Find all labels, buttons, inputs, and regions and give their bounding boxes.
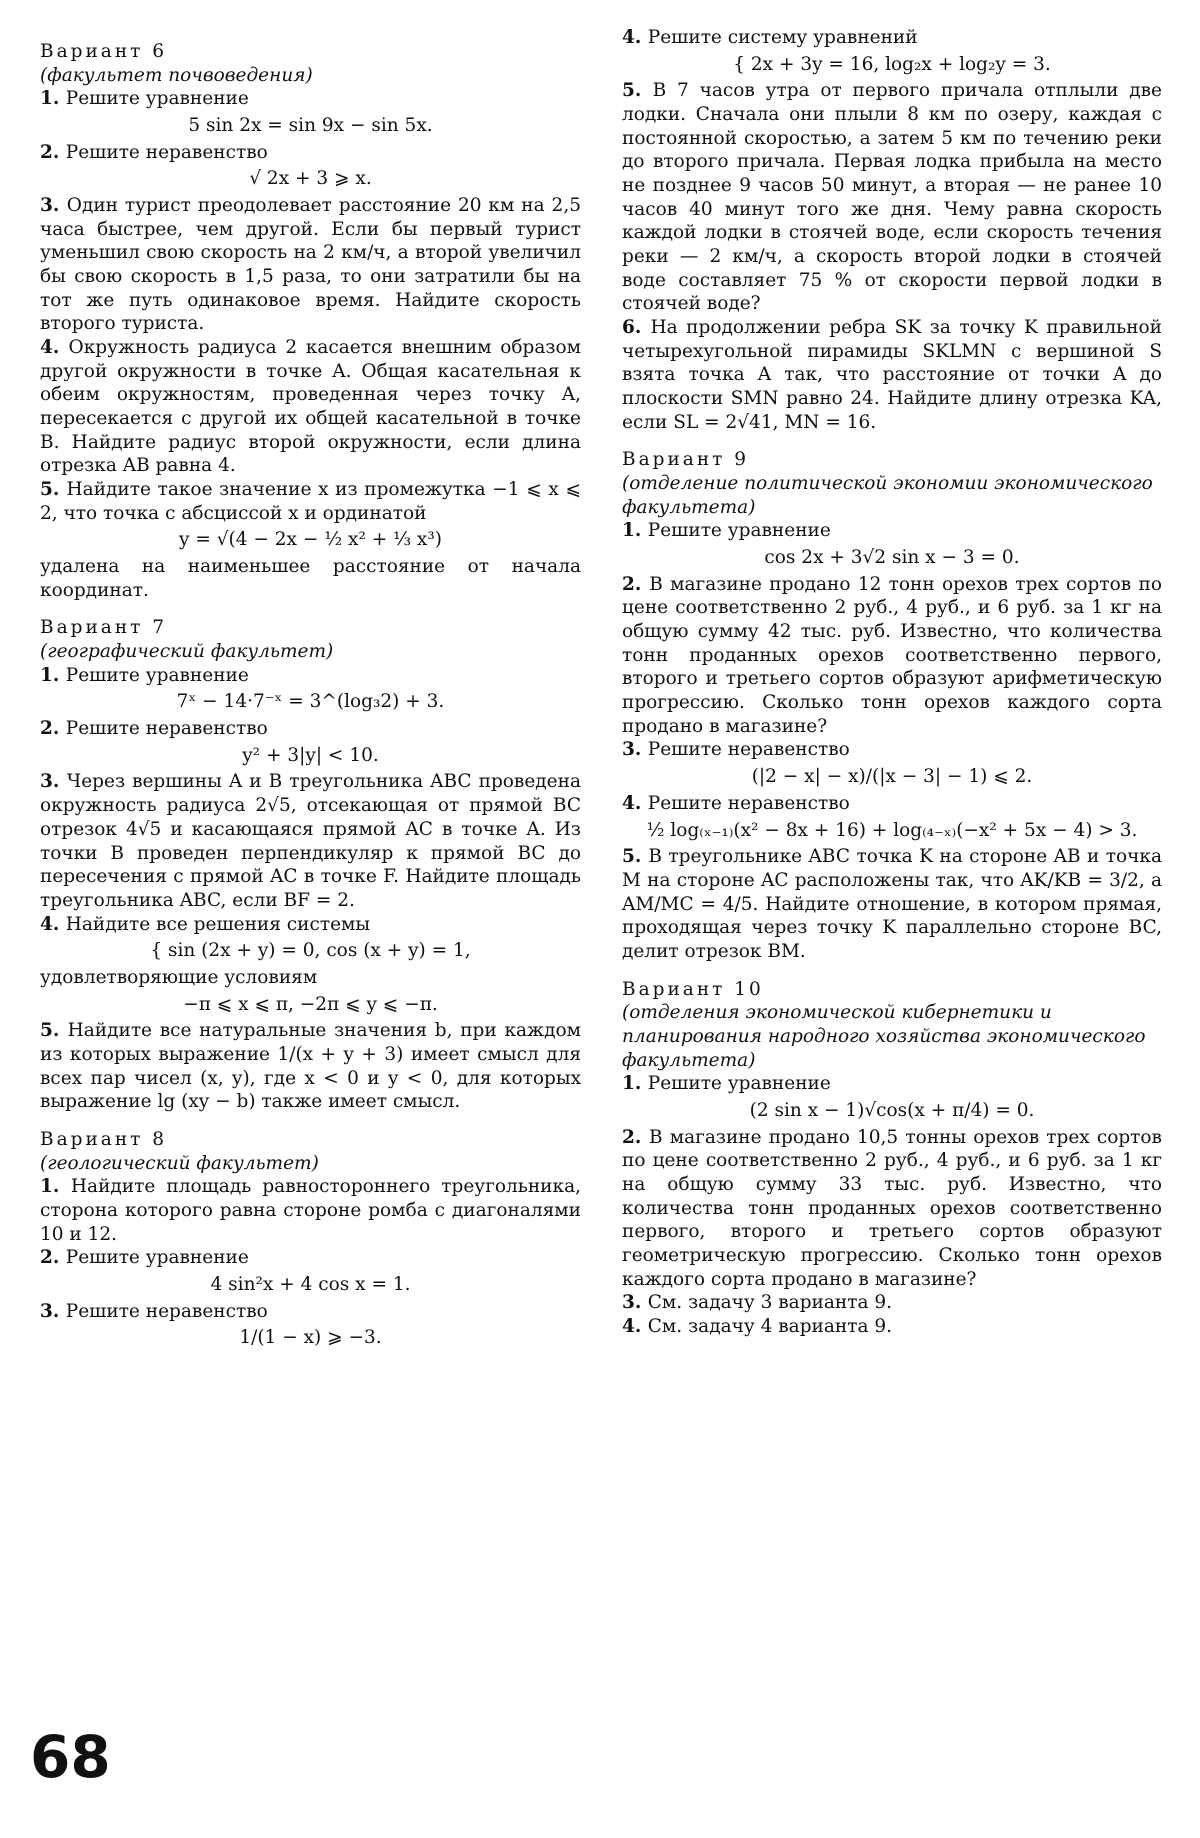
problem-number: 1. [622,1073,648,1095]
problem-text [40,1246,581,1270]
problem-number: 4. [622,792,648,814]
problem-body: В магазине продано 10,5 тонны орехов трех сортов по цене соответственно 2 руб., 4 руб., и 6 руб. за 1 кг на общую сумму 33 тыс. руб. Известно, что количества тонн проданных орехов соответственно первого, второго и третьего сортов образуют геометрическую прогрессию. Сколько тонн орехов каждого сорта продано в магазине? [622,1126,1162,1290]
problem-text [622,738,1162,762]
problem-text [622,26,1162,50]
problem-text [622,519,1162,543]
problem-body: Решите неравенство [65,141,268,163]
problem-body: Решите неравенство [647,792,850,814]
problem-text [40,194,581,336]
problem-text [622,1291,1162,1315]
problem-number: 5. [622,846,649,868]
problem-body: Один турист преодолевает расстояние 20 км на 2,5 часа быстрее, чем другой. Если бы первый турист уменьшил свою скорость на 2 км/ч, а второй увеличил бы свою скорость в 1,5 раза, то они затратили бы на тот же путь одинаковое время. Найдите скорость второго туриста. [40,195,581,335]
problem-number: 4. [622,1315,648,1337]
problem-body: В треугольнике ABC точка K на стороне AB и точка M на стороне AC расположены так, что AK/KB = 3/2, а AM/MC = 4/5. Найдите отношение, в котором прямая, проходящая через точку K параллельно стороне BC, делит отрезок BM. [622,846,1162,962]
variant-heading: Вариант 9 [622,449,750,471]
problem-body: В 7 часов утра от первого причала отплыли две лодки. Сначала они плыли 8 км по озеру, каждая с постоянной скоростью, а затем 5 км по течению реки до второго причала. Первая лодка прибыла на место не позднее 9 часов 50 минут, а вторая — не ранее 10 часов 40 минут того же дня. Чему равна скорость каждой лодки в стоячей воде, если скорость течения реки — 2 км/ч, а скорость второй лодки в стоячей воде составляет 75 % от скорости первой лодки в стоячей воде? [622,80,1162,315]
problem-number: 1. [40,1176,71,1198]
formula: { sin (2x + y) = 0, cos (x + y) = 1, [150,940,471,962]
variant-faculty: (факультет почвоведения) [40,64,313,86]
problem-text [40,1019,581,1114]
variant-heading: Вариант 10 [622,978,764,1000]
problem-text [622,1126,1162,1292]
variant-faculty: (отделение политической экономии экономического факультета) [622,473,1153,518]
problem-text [40,1175,581,1246]
problem-text [40,1300,581,1324]
page-number: 68 [30,1723,111,1791]
variant-faculty: (отделения экономической кибернетики и планирования народного хозяйства экономического факультета) [622,1002,1146,1071]
variant-faculty: (географический факультет) [40,641,334,663]
variant-faculty: (геологический факультет) [40,1152,319,1174]
problem-number: 4. [40,337,69,359]
problem-body: В магазине продано 12 тонн орехов трех сортов по цене соответственно 2 руб., 4 руб., и 6 руб. за 1 кг на общую сумму 42 тыс. руб. Известно, что количества тонн проданных орехов соответственно первого, второго и третьего сортов образуют арифметическую прогрессию. Сколько тонн орехов каждого сорта продано в магазине? [622,573,1162,737]
problem-body: Решите неравенство [65,1300,268,1322]
problem-number: 5. [622,80,653,102]
problem-number: 3. [622,1292,648,1314]
problem-text [622,79,1162,316]
problem-body: Решите уравнение [65,664,249,686]
problem-text [622,845,1162,963]
problem-body: Найдите все решения системы [65,913,371,935]
problem-body: Через вершины A и B треугольника ABC проведена окружность радиуса 2√5, отсекающая от прямой BC отрезок 4√5 и касающаяся прямой AC в точке A. Из точки B проведен перпендикуляр к прямой BC до пересечения с прямой AC в точке F. Найдите площадь треугольника ABC, если BF = 2. [40,771,581,911]
formula: cos 2x + 3√2 sin x − 3 = 0. [764,547,1020,569]
problem-body: Решите уравнение [65,88,249,110]
formula: 5 sin 2x = sin 9x − sin 5x. [188,115,433,137]
problem-number: 5. [40,1020,68,1042]
problem-text [40,913,581,937]
problem-number: 1. [40,664,66,686]
problem-text [40,664,581,688]
problem-number: 2. [622,1126,649,1148]
problem-number: 6. [622,317,651,339]
problem-text [40,336,581,478]
problem-number: 3. [622,739,648,761]
problem-text [40,770,581,912]
problem-body: Найдите все натуральные значения b, при каждом из которых выражение 1/(x + y + 3) имеет смысл для всех пар чисел (x, y), где x < 0 и y < 0, для которых выражение lg (xy − b) также имеет смысл. [40,1020,581,1113]
problem-body: Окружность радиуса 2 касается внешним образом другой окружности в точке A. Общая касательная к обеим окружностям, проведенная через точку A, пересекается с другой их общей касательной в точке B. Найдите радиус второй окружности, если длина отрезка AB равна 4. [40,337,582,477]
problem-text [622,316,1162,434]
formula: y² + 3|y| < 10. [242,744,379,766]
formula: 4 sin²x + 4 cos x = 1. [210,1273,411,1295]
variant-heading: Вариант 6 [40,41,168,62]
problem-number: 2. [622,573,650,595]
problem-body: На продолжении ребра SK за точку K правильной четырехугольной пирамиды SKLMN с вершиной S взята точка A так, что расстояние от точки A до плоскости SMN равно 24. Найдите длину отрезка KA, если SL = 2√41, MN = 16. [622,317,1162,433]
problem-number: 1. [40,88,66,110]
problem-number: 2. [40,718,66,740]
problem-number: 4. [40,913,66,935]
problem-text [622,573,1162,739]
problem-body: Найдите площадь равностороннего треугольника, сторона которого равна стороне ромба с диагоналями 10 и 12. [40,1176,581,1245]
problem-body: Решите систему уравнений [647,27,918,48]
formula: (|2 − x| − x)/(|x − 3| − 1) ⩽ 2. [751,766,1033,788]
continuation-text [40,966,581,990]
problem-body: удовлетворяющие условиям [40,966,318,988]
problem-body: удалена на наименьшее расстояние от начала координат. [40,556,581,601]
variant-heading: Вариант 7 [40,617,168,639]
problem-number: 3. [40,195,67,217]
problem-body: Решите неравенство [647,739,850,761]
formula: ½ log₍ₓ₋₁₎(x² − 8x + 16) + log₍₄₋ₓ₎(−x² + 5x − 4) > 3. [646,819,1138,841]
problem-number: 2. [40,141,66,163]
problem-body: Решите неравенство [65,718,268,740]
problem-body: Решите уравнение [647,520,831,542]
problem-text [622,1315,1162,1339]
problem-text [40,87,581,111]
problem-body: Найдите такое значение x из промежутка −1 ⩽ x ⩽ 2, что точка с абсциссой x и ординатой [40,479,581,524]
problem-body: См. задачу 4 варианта 9. [647,1315,893,1337]
problem-number: 3. [40,771,67,793]
problem-text [622,1072,1162,1096]
formula: √ 2x + 3 ⩾ x. [249,168,372,190]
variant-heading: Вариант 8 [40,1128,168,1150]
right-column [622,26,1162,1339]
problem-number: 1. [622,520,648,542]
formula: { 2x + 3y = 16, log₂x + log₂y = 3. [733,53,1051,75]
problem-text [40,141,581,165]
problem-text [40,478,581,525]
problem-number: 2. [40,1247,66,1269]
problem-number: 4. [622,27,648,48]
formula: 7ˣ − 14·7⁻ˣ = 3^(log₃2) + 3. [176,691,445,713]
left-column [40,26,581,1353]
problem-body: Решите уравнение [65,1247,249,1269]
problem-number: 5. [40,479,67,501]
formula: 1/(1 − x) ⩾ −3. [239,1327,382,1349]
problem-number: 3. [40,1300,66,1322]
formula: y = √(4 − 2x − ½ x² + ⅓ x³) [178,529,443,551]
problem-body: Решите уравнение [647,1073,831,1095]
formula: (2 sin x − 1)√cos(x + π/4) = 0. [749,1099,1035,1121]
continuation-text [40,555,581,602]
formula: −π ⩽ x ⩽ π, −2π ⩽ y ⩽ −π. [183,993,438,1015]
problem-text [40,717,581,741]
problem-text [622,792,1162,816]
problem-body: См. задачу 3 варианта 9. [647,1292,893,1314]
